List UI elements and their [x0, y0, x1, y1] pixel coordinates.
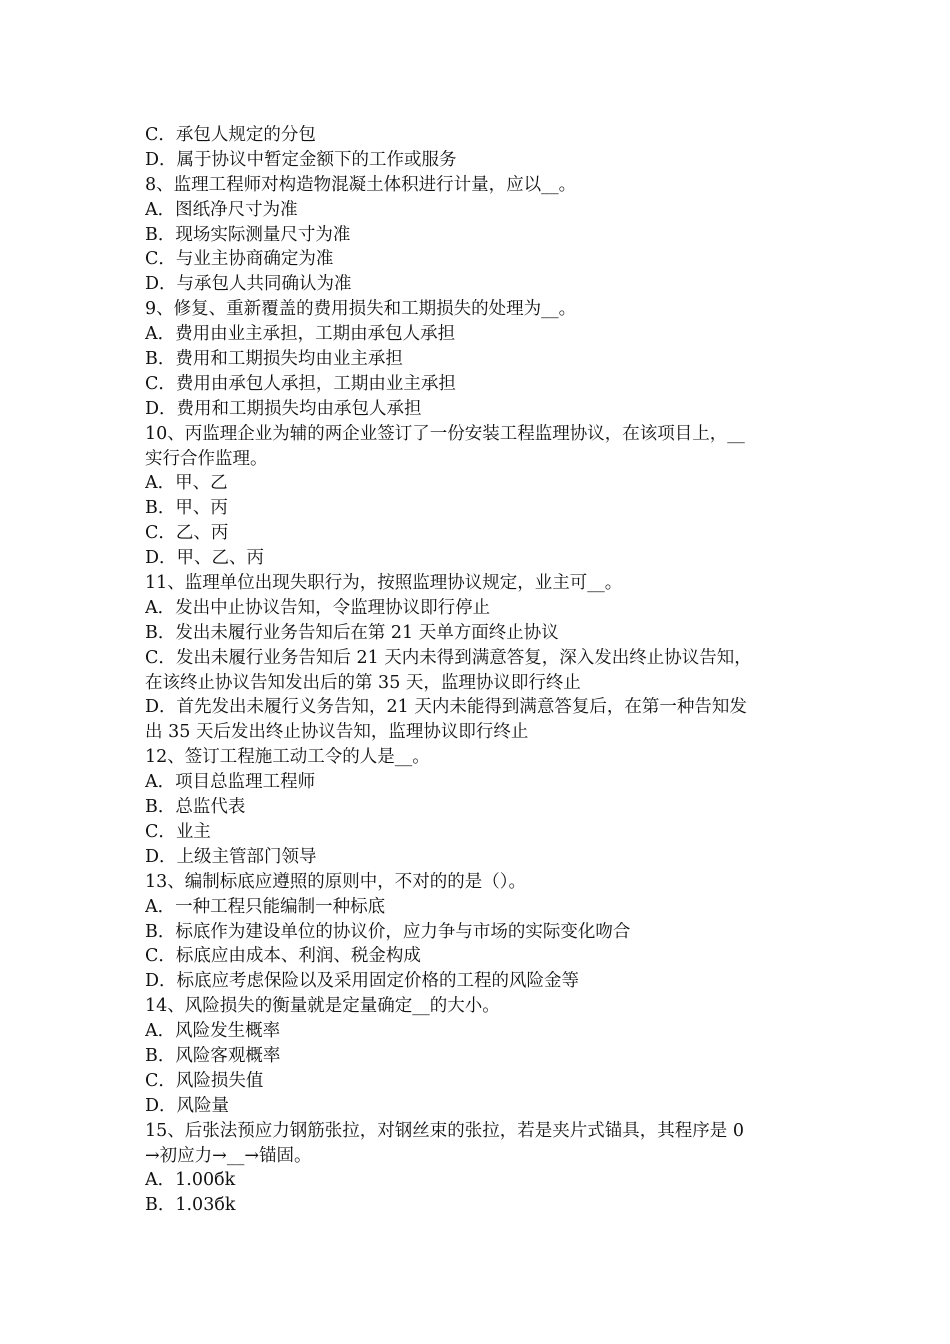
text-line: C．风险损失值: [145, 1070, 264, 1091]
text-line: 11、监理单位出现失职行为，按照监理协议规定，业主可__。: [145, 573, 623, 594]
text-line: 10、丙监理企业为辅的两企业签订了一份安装工程监理协议，在该项目上，__: [145, 423, 745, 444]
document-body: [145, 123, 810, 1218]
text-line: A．费用由业主承担，工期由承包人承担: [145, 324, 456, 345]
text-line: 8、监理工程师对构造物混凝土体积进行计量，应以__。: [145, 174, 577, 195]
text-line: 14、风险损失的衡量就是定量确定__的大小。: [145, 996, 500, 1017]
text-line: C．发出未履行业务告知后 21 天内未得到满意答复，深入发出终止协议告知，: [145, 647, 752, 668]
text-line: D．甲、乙、丙: [145, 548, 265, 569]
text-line: 13、编制标底应遵照的原则中，不对的的是（）。: [145, 871, 527, 892]
text-line: C．承包人规定的分包: [145, 125, 316, 145]
text-line: C．与业主协商确定为准: [145, 249, 334, 270]
text-line: 实行合作监理。: [145, 448, 268, 469]
text-line: B．总监代表: [145, 797, 246, 818]
text-line: 出 35 天后发出终止协议告知，监理协议即行终止: [145, 722, 529, 743]
text-line: B．费用和工期损失均由业主承担: [145, 349, 403, 370]
text-line: A．项目总监理工程师: [145, 772, 316, 793]
text-line: C．费用由承包人承担，工期由业主承担: [145, 373, 456, 394]
text-line: A．发出中止协议告知，令监理协议即行停止: [145, 597, 491, 618]
text-line: B．1.03бk: [145, 1195, 236, 1216]
text-line: D．与承包人共同确认为准: [145, 274, 352, 295]
text-line: C．业主: [145, 821, 211, 842]
text-line: D．费用和工期损失均由承包人承担: [145, 398, 422, 419]
text-line: A．风险发生概率: [145, 1021, 281, 1042]
text-line: B．发出未履行业务告知后在第 21 天单方面终止协议: [145, 622, 559, 643]
text-line: A．图纸净尺寸为准: [145, 199, 298, 220]
text-line: A．一种工程只能编制一种标底: [145, 896, 386, 917]
text-line: 15、后张法预应力钢筋张拉，对钢丝束的张拉，若是夹片式锚具，其程序是 0: [145, 1120, 744, 1141]
text-line: B．标底作为建设单位的协议价，应力争与市场的实际变化吻合: [145, 921, 631, 942]
text-line: A．甲、乙: [145, 473, 228, 494]
text-line: D．上级主管部门领导: [145, 846, 317, 867]
text-line: →初应力→__→锚固。: [145, 1145, 312, 1166]
text-line: 12、签订工程施工动工令的人是__。: [145, 747, 430, 768]
text-line: A．1.00бk: [145, 1170, 236, 1191]
text-line: D．标底应考虑保险以及采用固定价格的工程的风险金等: [145, 971, 580, 992]
text-line: B．现场实际测量尺寸为准: [145, 224, 351, 245]
text-line: D．首先发出未履行义务告知，21 天内未能得到满意答复后，在第一种告知发: [145, 697, 747, 718]
text-line: B．风险客观概率: [145, 1045, 281, 1066]
text-line: 9、修复、重新覆盖的费用损失和工期损失的处理为__。: [145, 299, 577, 320]
text-line: D．属于协议中暂定金额下的工作或服务: [145, 149, 457, 170]
text-line: D．风险量: [145, 1095, 230, 1116]
text-line: C．标底应由成本、利润、税金构成: [145, 946, 421, 967]
text-line: B．甲、丙: [145, 498, 228, 519]
text-line: C．乙、丙: [145, 523, 229, 544]
text-line: 在该终止协议告知发出后的第 35 天，监理协议即行终止: [145, 672, 581, 693]
